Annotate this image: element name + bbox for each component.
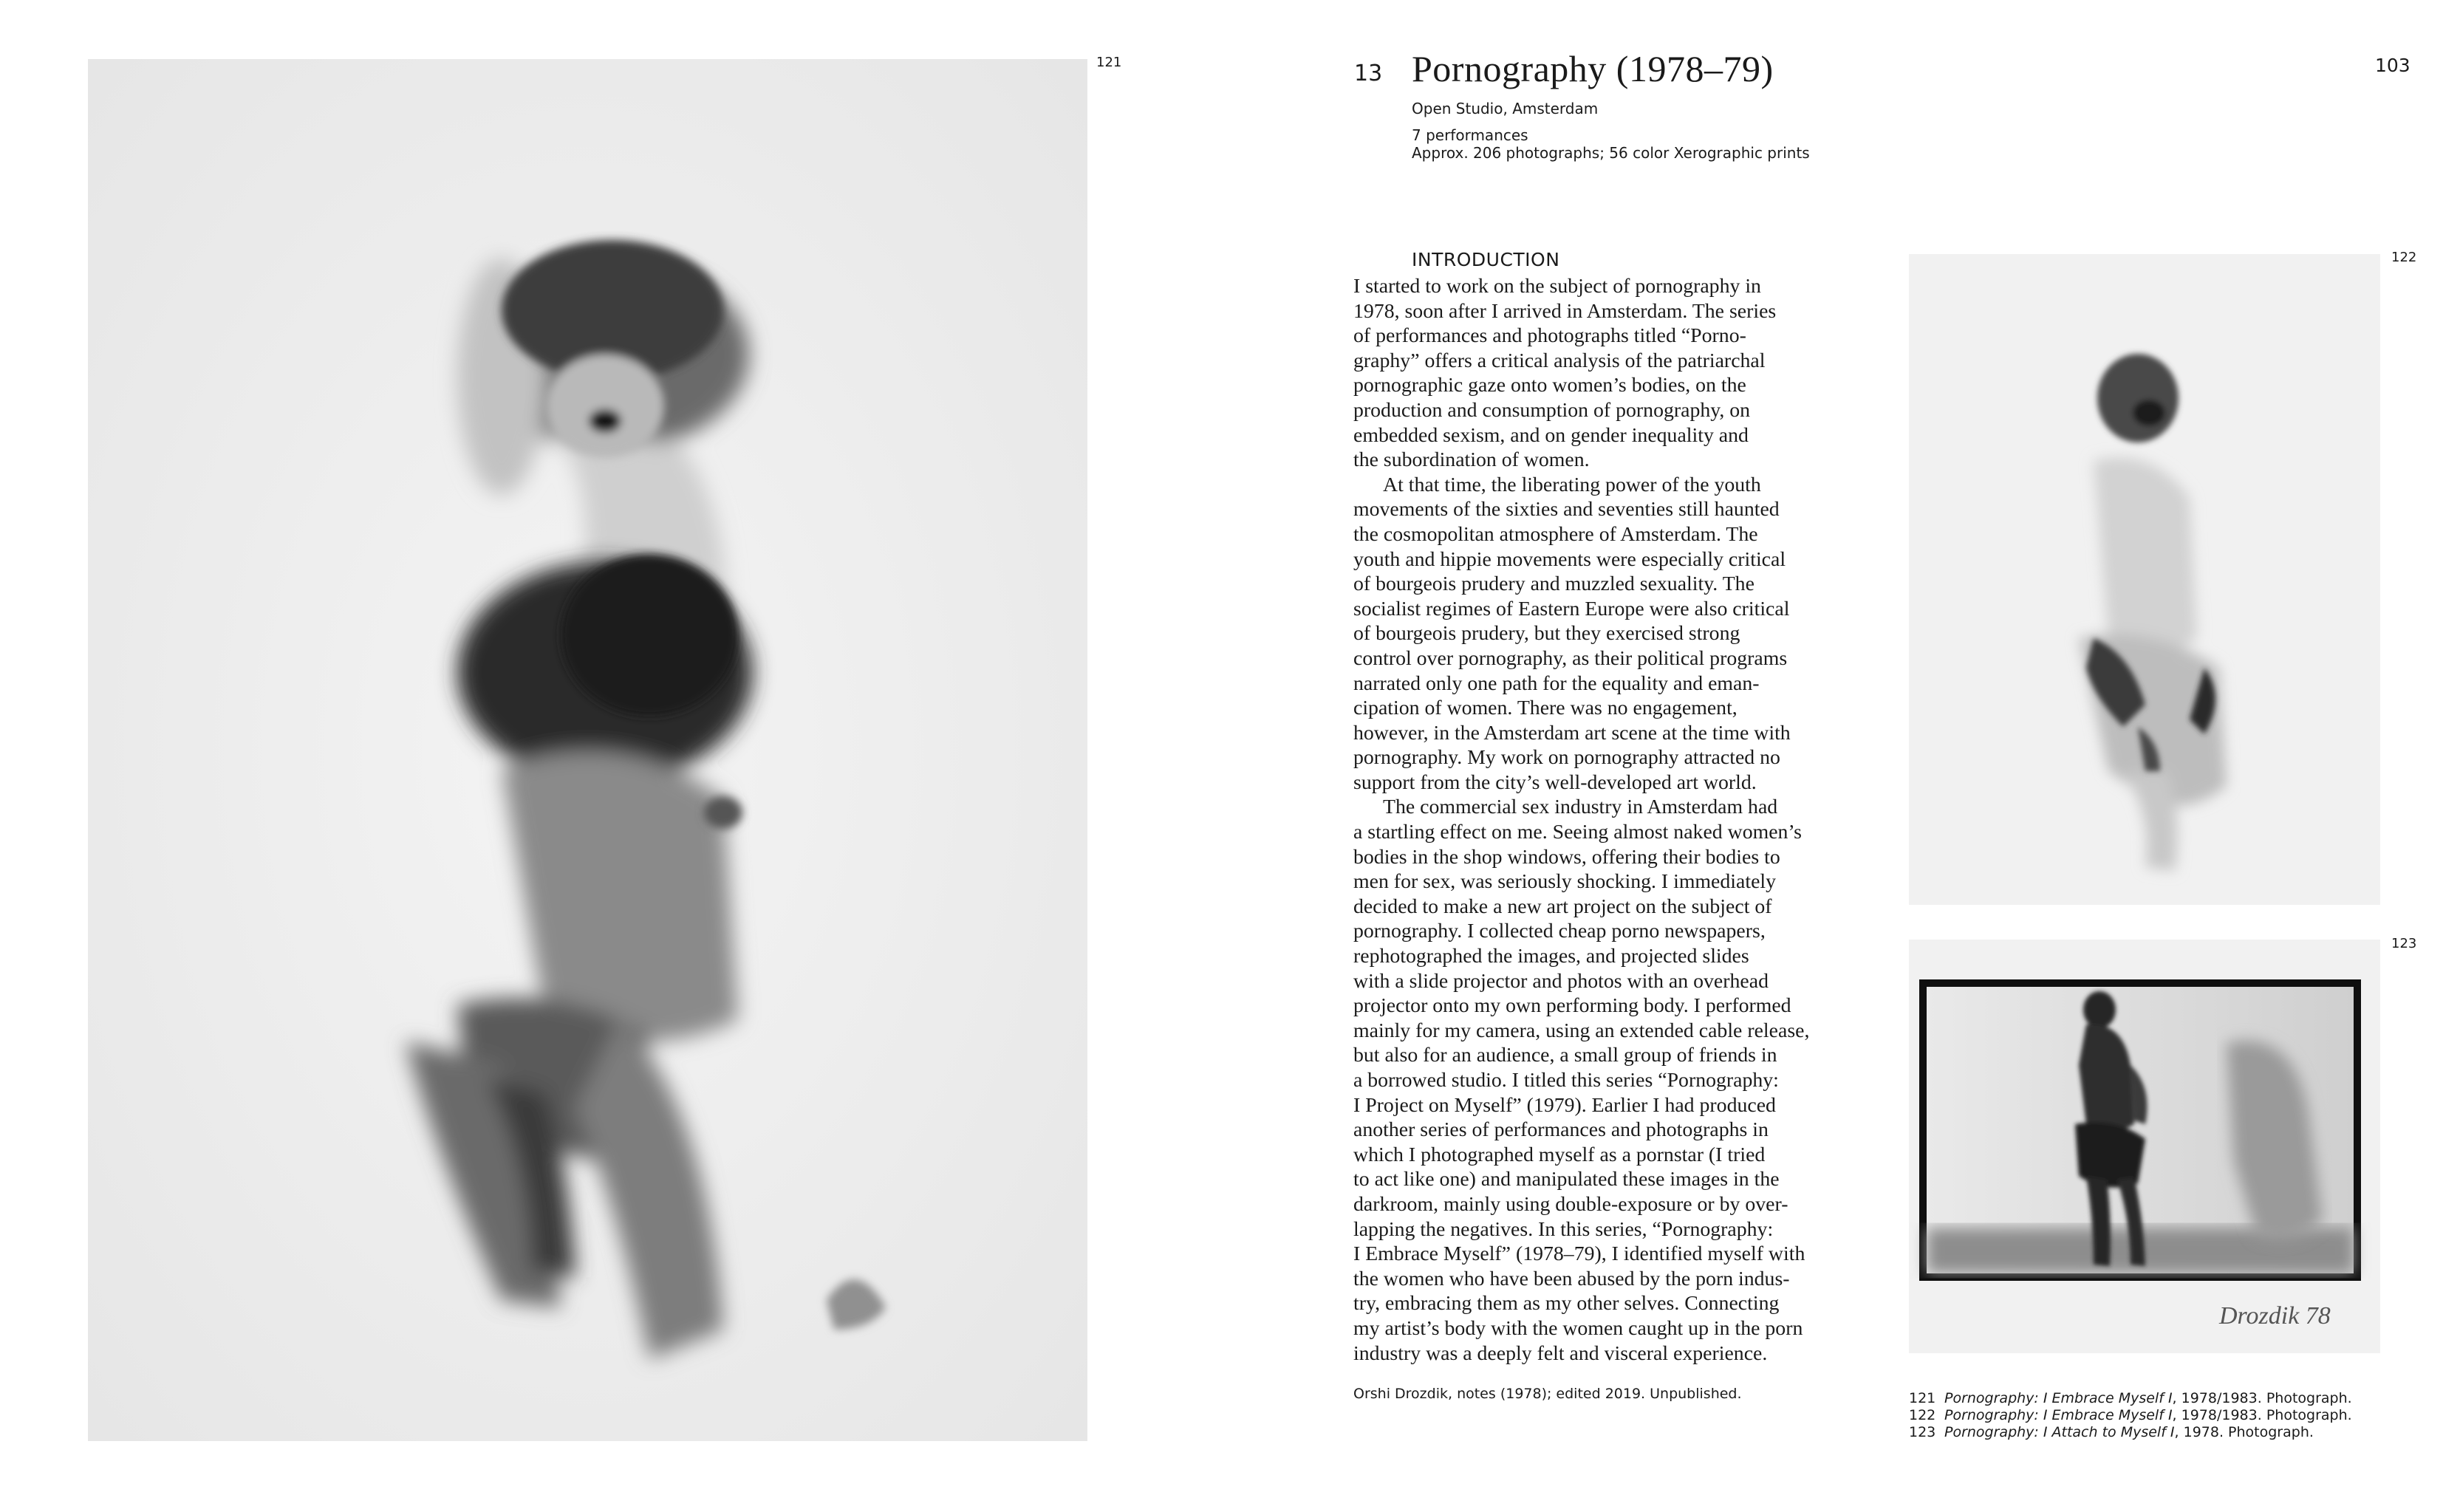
body-line: of bourgeois prudery and muzzled sexuality. The: [1353, 572, 1754, 596]
plate-number-121: 121: [1096, 55, 1122, 70]
caption-number: 123: [1909, 1424, 1936, 1440]
caption-title: Pornography: I Embrace Myself I: [1944, 1407, 2173, 1423]
body-line: control over pornography, as their political programs: [1353, 646, 1788, 670]
body-line: decided to make a new art project on the subject of: [1353, 894, 1772, 918]
body-line: industry was a deeply felt and visceral experience.: [1353, 1341, 1768, 1365]
photo-123: [1909, 940, 2380, 1353]
body-line: youth and hippie movements were especially critical: [1353, 547, 1786, 571]
caption-number: 122: [1909, 1407, 1936, 1423]
body-line: of bourgeois prudery, but they exercised strong: [1353, 622, 1740, 646]
caption-number: 121: [1909, 1390, 1936, 1406]
body-line: cipation of women. There was no engagement,: [1353, 697, 1738, 720]
page-folio: 103: [2375, 55, 2410, 76]
body-line: socialist regimes of Eastern Europe were also critical: [1353, 597, 1790, 620]
body-line: pornography. My work on pornography attracted no: [1353, 746, 1780, 770]
body-line: try, embracing them as my other selves. Connecting: [1353, 1292, 1780, 1316]
body-line: I Project on Myself” (1979). Earlier I had produced: [1353, 1093, 1776, 1117]
body-line: At that time, the liberating power of the youth: [1383, 473, 1761, 496]
body-line: to act like one) and manipulated these images in the: [1353, 1168, 1780, 1191]
body-line: a borrowed studio. I titled this series “Pornography:: [1353, 1069, 1779, 1092]
chapter-title: Pornography (1978–79): [1412, 48, 1774, 89]
body-line: however, in the Amsterdam art scene at the time with: [1353, 721, 1791, 745]
body-line: pornographic gaze onto women’s bodies, on the: [1353, 374, 1746, 397]
caption-details: , 1978/1983. Photograph.: [2172, 1390, 2352, 1406]
photo-121-image: [88, 59, 1087, 1441]
body-line: but also for an audience, a small group of friends in: [1353, 1044, 1777, 1067]
body-line: graphy” offers a critical analysis of the patriarchal: [1353, 349, 1766, 372]
photo-123-image: [1909, 940, 2380, 1353]
source-note: Orshi Drozdik, notes (1978); edited 2019. Unpublished.: [1353, 1386, 1742, 1402]
body-line: with a slide projector and photos with an overhead: [1353, 969, 1769, 993]
body-line: I started to work on the subject of pornography in: [1353, 275, 1761, 298]
caption-details: , 1978/1983. Photograph.: [2172, 1407, 2352, 1423]
body-line: pornography. I collected cheap porno newspapers,: [1353, 920, 1766, 943]
caption-details: , 1978. Photograph.: [2174, 1424, 2314, 1440]
body-line: 1978, soon after I arrived in Amsterdam. The series: [1353, 299, 1777, 323]
photo-121: [88, 59, 1087, 1441]
photo-122-image: [1909, 254, 2380, 905]
body-line: movements of the sixties and seventies still haunted: [1353, 498, 1780, 521]
body-text: [1353, 274, 1848, 1366]
body-line: the cosmopolitan atmosphere of Amsterdam. The: [1353, 522, 1758, 546]
chapter-number: 13: [1354, 61, 1383, 86]
photo-captions: [1909, 1390, 2352, 1441]
section-heading: INTRODUCTION: [1412, 249, 1560, 270]
caption-row: [1909, 1407, 2352, 1424]
caption-row: [1909, 1424, 2352, 1441]
body-line: the women who have been abused by the porn indus-: [1353, 1267, 1790, 1290]
photo-122: [1909, 254, 2380, 905]
caption-title: Pornography: I Attach to Myself I: [1944, 1424, 2175, 1440]
body-line: projector onto my own performing body. I performed: [1353, 994, 1791, 1018]
body-line: support from the city’s well-developed art world.: [1353, 770, 1757, 794]
body-line: mainly for my camera, using an extended cable release,: [1353, 1019, 1810, 1042]
body-line: which I photographed myself as a pornstar (I tried: [1353, 1143, 1766, 1166]
body-line: the subordination of women.: [1353, 448, 1590, 472]
caption-row: [1909, 1390, 2352, 1407]
body-line: another series of performances and photographs in: [1353, 1118, 1769, 1142]
photo-signature: Drozdik 78: [2219, 1302, 2331, 1330]
body-line: men for sex, was seriously shocking. I immediately: [1353, 870, 1777, 894]
venue-line: Open Studio, Amsterdam: [1412, 100, 1599, 117]
materials-line: Approx. 206 photographs; 56 color Xerographic prints: [1412, 144, 1810, 162]
plate-number-122: 122: [2391, 250, 2417, 265]
plate-number-123: 123: [2391, 936, 2417, 951]
body-line: lapping the negatives. In this series, “Pornography:: [1353, 1217, 1774, 1241]
body-line: of performances and photographs titled “Porno-: [1353, 324, 1746, 348]
body-line: bodies in the shop windows, offering their bodies to: [1353, 845, 1780, 869]
body-line: a startling effect on me. Seeing almost naked women’s: [1353, 821, 1802, 844]
body-line: The commercial sex industry in Amsterdam had: [1383, 796, 1778, 819]
body-line: I Embrace Myself” (1978–79), I identified myself with: [1353, 1242, 1805, 1266]
body-line: my artist’s body with the women caught up in the porn: [1353, 1316, 1803, 1340]
body-line: rephotographed the images, and projected slides: [1353, 945, 1749, 968]
body-line: embedded sexism, and on gender inequality and: [1353, 423, 1749, 447]
body-line: production and consumption of pornography, on: [1353, 398, 1751, 422]
body-line: darkroom, mainly using double-exposure or by over-: [1353, 1192, 1788, 1216]
performances-line: 7 performances: [1412, 126, 1528, 144]
body-line: narrated only one path for the equality and eman-: [1353, 671, 1760, 695]
caption-title: Pornography: I Embrace Myself I: [1944, 1390, 2173, 1406]
